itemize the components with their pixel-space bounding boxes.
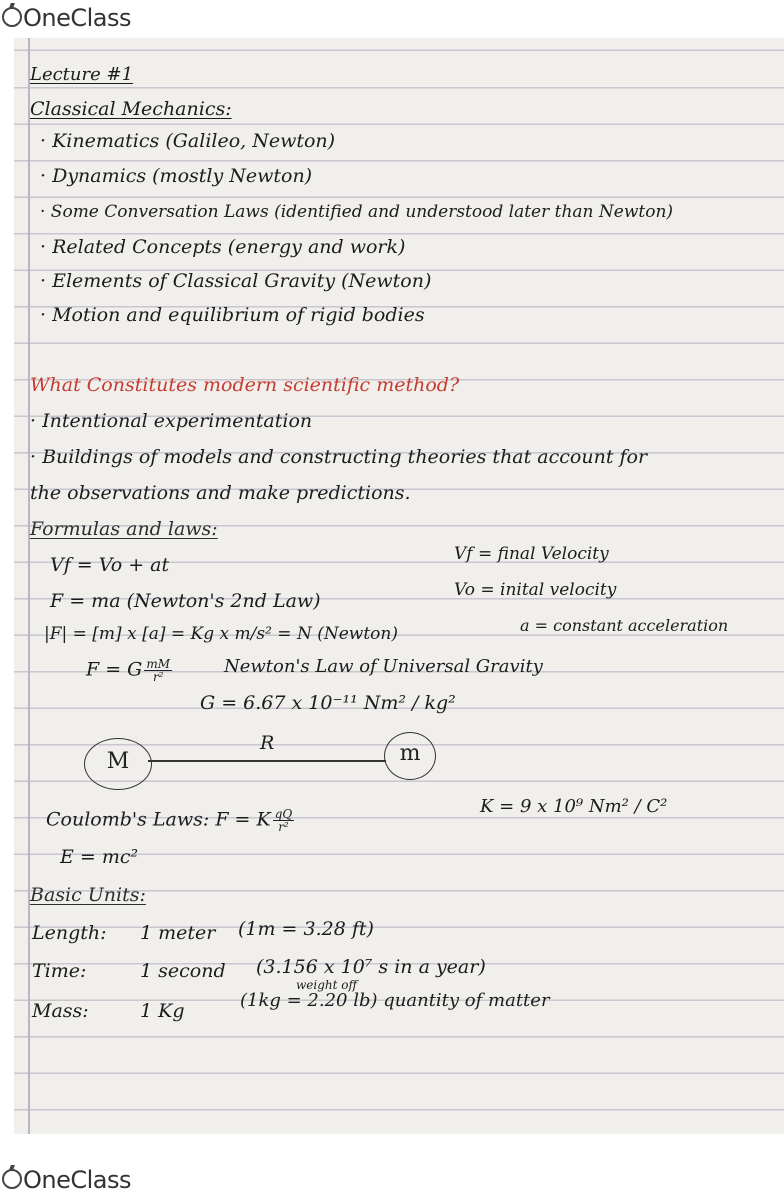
coulomb-denominator: r² <box>278 820 289 834</box>
unit-time-label: Time: <box>32 960 87 982</box>
gravity-denominator: r² <box>152 670 164 684</box>
notebook-page <box>14 38 784 1134</box>
force-units: |F| = [m] x [a] = Kg x m/s² = N (Newton) <box>44 624 398 644</box>
brand-text: OneClass <box>23 4 132 32</box>
unit-length-label: Length: <box>32 922 107 944</box>
oneclass-logo <box>2 4 131 32</box>
method-heading: What Constitutes modern scientific method? <box>30 374 460 396</box>
mechanics-item: · Kinematics (Galileo, Newton) <box>40 130 336 152</box>
oneclass-logo-footer <box>2 1166 131 1194</box>
gravity-formula <box>86 658 174 683</box>
unit-time-note: (3.156 x 10⁷ s in a year) <box>256 956 486 978</box>
mechanics-item: · Motion and equilibrium of rigid bodies <box>40 304 425 326</box>
coulomb-fraction <box>273 808 295 833</box>
mechanics-heading: Classical Mechanics: <box>30 98 232 120</box>
velocity-formula: Vf = Vo + at <box>50 554 170 576</box>
velocity-definition: Vf = final Velocity <box>454 544 609 564</box>
mechanics-item: · Related Concepts (energy and work) <box>40 236 406 258</box>
brand-text: OneClass <box>23 1166 132 1194</box>
unit-mass-value: 1 Kg <box>140 1000 185 1022</box>
distance-line <box>148 760 386 762</box>
method-item: · Buildings of models and constructing theories that account for <box>30 446 648 468</box>
unit-length-value: 1 meter <box>140 922 216 944</box>
formulas-heading: Formulas and laws: <box>30 518 218 540</box>
newton-second-law: F = ma (Newton's 2nd Law) <box>50 590 321 612</box>
method-item: · Intentional experimentation <box>30 410 313 432</box>
unit-length-note: (1m = 3.28 ft) <box>238 918 374 940</box>
unit-mass-label: Mass: <box>32 1000 89 1022</box>
small-mass-circle <box>384 732 436 780</box>
lecture-title: Lecture #1 <box>30 64 134 85</box>
coulomb-numerator: qQ <box>274 807 293 821</box>
margin-line <box>28 38 30 1134</box>
logo-ring-icon <box>2 1169 22 1189</box>
coulomb-formula <box>46 808 296 833</box>
mechanics-item: · Dynamics (mostly Newton) <box>40 165 313 187</box>
unit-time-value: 1 second <box>140 960 226 982</box>
unit-mass-note: (1kg = 2.20 lb) quantity of matter <box>240 990 550 1011</box>
acceleration-definition: a = constant acceleration <box>520 616 729 635</box>
method-item: the observations and make predictions. <box>30 482 411 504</box>
coulomb-prefix: Coulomb's Laws: F = K <box>46 808 271 831</box>
mass-energy-formula: E = mc² <box>60 846 139 868</box>
distance-label: R <box>260 732 275 754</box>
initial-velocity-definition: Vo = inital velocity <box>454 580 617 600</box>
big-mass-circle <box>84 738 152 790</box>
gravity-law-name: Newton's Law of Universal Gravity <box>224 656 543 677</box>
gravity-fraction <box>144 658 172 683</box>
coulomb-constant: K = 9 x 10⁹ Nm² / C² <box>480 796 668 817</box>
mechanics-item: · Elements of Classical Gravity (Newton) <box>40 270 432 292</box>
gravity-prefix: F = G <box>86 658 143 681</box>
gravity-numerator: mM <box>146 657 171 671</box>
logo-ring-icon <box>2 7 22 27</box>
big-mass-label: M <box>106 749 130 774</box>
mechanics-item: · Some Conversation Laws (identified and understood later than Newton) <box>40 202 674 222</box>
weight-annotation: weight off <box>296 978 357 992</box>
gravity-constant: G = 6.67 x 10⁻¹¹ Nm² / kg² <box>200 692 456 714</box>
units-heading: Basic Units: <box>30 884 146 906</box>
small-mass-label: m <box>399 741 421 766</box>
